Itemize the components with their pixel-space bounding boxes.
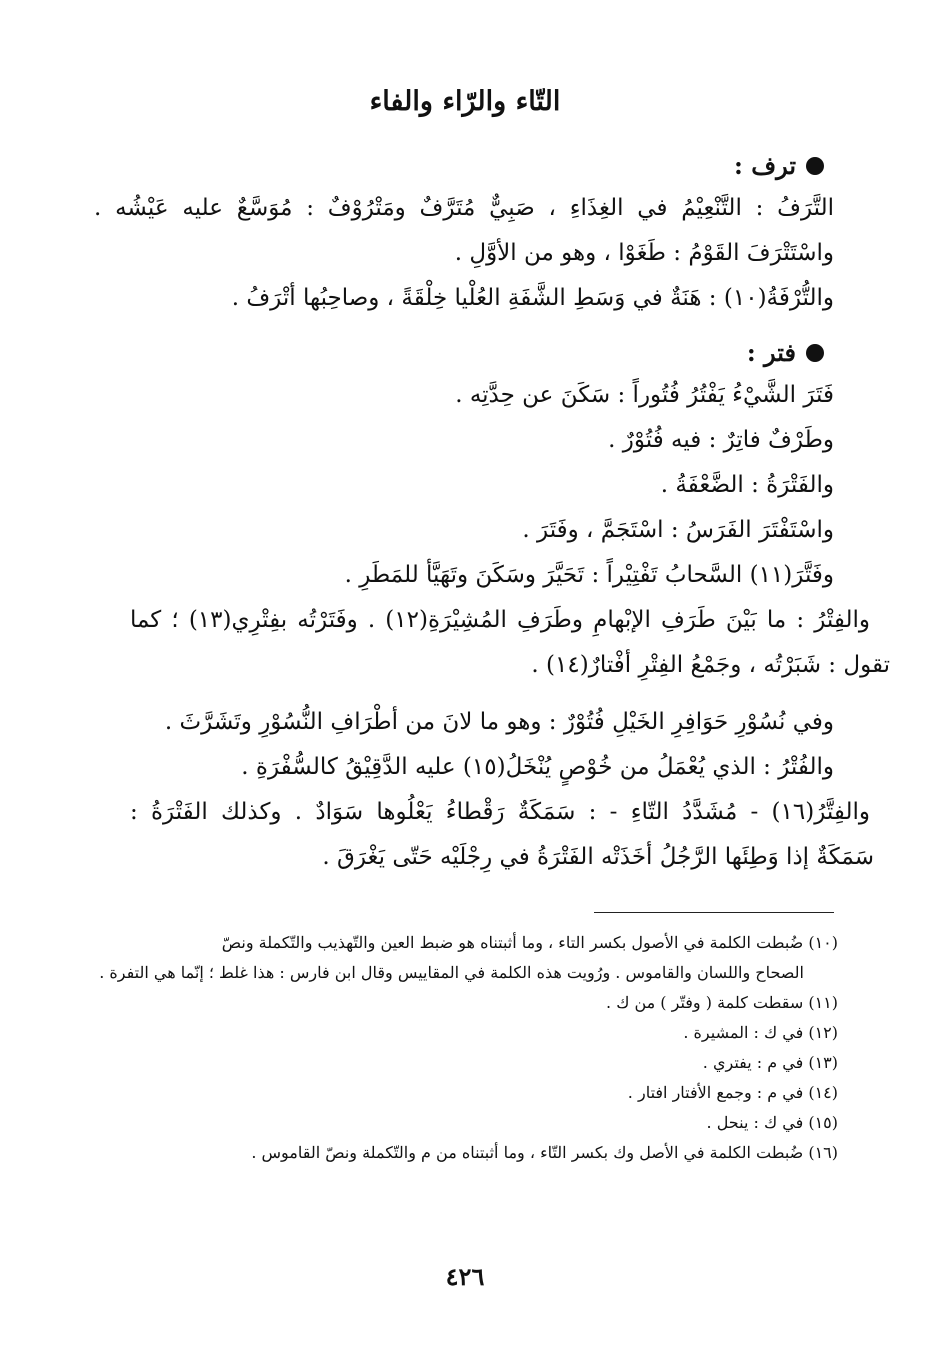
footnote-text: (١٠) ضُبطت الكلمة في الأصول بكسر التاء ، وما أثبتناه هو ضبط العين والتّهذيب والتّكملة ونصّ xyxy=(221,933,838,952)
entry-line: وفي نُسُوْرِ حَوَافِرِ الخَيْلِ فُتُوْرٌ : وهو ما لانَ من أطْرَافِ النُّسُوْرِ وتَشَرَّثَ . xyxy=(164,709,834,735)
footnote: (١٥) في ك : ينحل . xyxy=(706,1113,838,1132)
entry-heading-label: فتر : xyxy=(746,338,796,367)
entry-line: واسْتَتْرَفَ القَوْمُ : طَغَوْا ، وهو من الأوَّلِ . xyxy=(454,240,834,266)
footnote: (١٦) ضُبطت الكلمة في الأصل وك بكسر التّاء ، وما أثبتناه من م والتّكملة ونصّ القاموس . xyxy=(251,1143,838,1162)
footnotes xyxy=(86,928,838,1168)
footnote xyxy=(86,928,838,988)
entry-line: والفِتْرُ : ما بَيْنَ طَرَفِ الإبْهامِ وطَرَفِ المُشِيْرَةِ(١٢) . وفَتَرْتُه بفِتْرِي(١٣) ؛ كما xyxy=(130,607,870,633)
footnote-divider xyxy=(594,912,834,913)
entry-line: سَمَكَةٌ إذا وَطِئَها الرَّجُلُ أخَذَتْه الفَتْرَةُ في رِجْلَيْه حَتّى يَغْرَقَ . xyxy=(322,844,874,870)
bullet-icon xyxy=(806,157,824,175)
main-text xyxy=(94,146,890,880)
footnote: (١١) سقطت كلمة ( وفتّر ) من ك . xyxy=(606,993,838,1012)
entry-line: والفَتْرَةُ : الضَّعْفَةُ . xyxy=(660,472,834,498)
entry-line: التَّرَفُ : التَّنْعِيْمُ في الغِذَاءِ ، صَبِيٌّ مُتَرَّفٌ ومَتْرُوْفٌ : مُوَسَّعٌ عليه عَيْشُه . xyxy=(94,195,834,221)
page-number: ٤٢٦ xyxy=(445,1262,485,1291)
entry-line: وفَتَّرَ(١١) السَّحابُ تَفْتِيْراً : تَحَيَّرَ وسَكَنَ وتَهَيَّأ للمَطَرِ . xyxy=(344,562,834,588)
entry-heading-tarf xyxy=(94,146,834,186)
entry-line: واسْتَفْتَرَ الفَرَسُ : اسْتَجَمَّ ، وفَتَرَ . xyxy=(522,517,834,543)
footnote-continuation: الصحاح واللسان والقاموس . ورُويت هذه الكلمة في المقاييس وقال ابن فارس : هذا غلط ؛ إنّما هي التفرة . xyxy=(99,963,804,982)
entry-line: والتُّرْفَةُ(١٠) : هَنَةٌ في وَسَطِ الشَّفَةِ العُلْيا خِلْقَةً ، وصاحِبُها أتْرَفُ . xyxy=(231,285,834,311)
footnote: (١٤) في م : وجمع الأفتار افتار . xyxy=(627,1083,838,1102)
entry-line: والفُتْرُ : الذي يُعْمَلُ من خُوْصٍ يُنْخَلُ(١٥) عليه الدَّقِيْقُ كالسُّفْرَةِ . xyxy=(241,754,834,780)
entry-heading-fatr xyxy=(94,333,834,373)
bullet-icon xyxy=(806,344,824,362)
entry-line: والفِتَّرُ(١٦) - مُشَدَّدُ التّاءِ - : سَمَكَةٌ رَقْطاءُ يَعْلُوها سَوَادٌ . وكذلك الفَتْرَةُ : xyxy=(130,799,870,825)
running-head-title: التّاء والرّاء والفاء xyxy=(369,86,561,117)
entry-heading-label: ترف : xyxy=(733,151,796,180)
footnote: (١٣) في م : يفتري . xyxy=(702,1053,838,1072)
entry-line: فَتَرَ الشَّيْءُ يَفْتُرُ فُتُوراً : سَكَنَ عن حِدَّتِه . xyxy=(455,382,834,408)
entry-line: وطَرْفٌ فاتِرٌ : فيه فُتُوْرٌ . xyxy=(608,427,834,453)
footnote: (١٢) في ك : المشيرة . xyxy=(683,1023,838,1042)
entry-line: تقول : شَبَرْتُه ، وجَمْعُ الفِتْرِ أفْتارٌ(١٤) . xyxy=(531,652,890,678)
